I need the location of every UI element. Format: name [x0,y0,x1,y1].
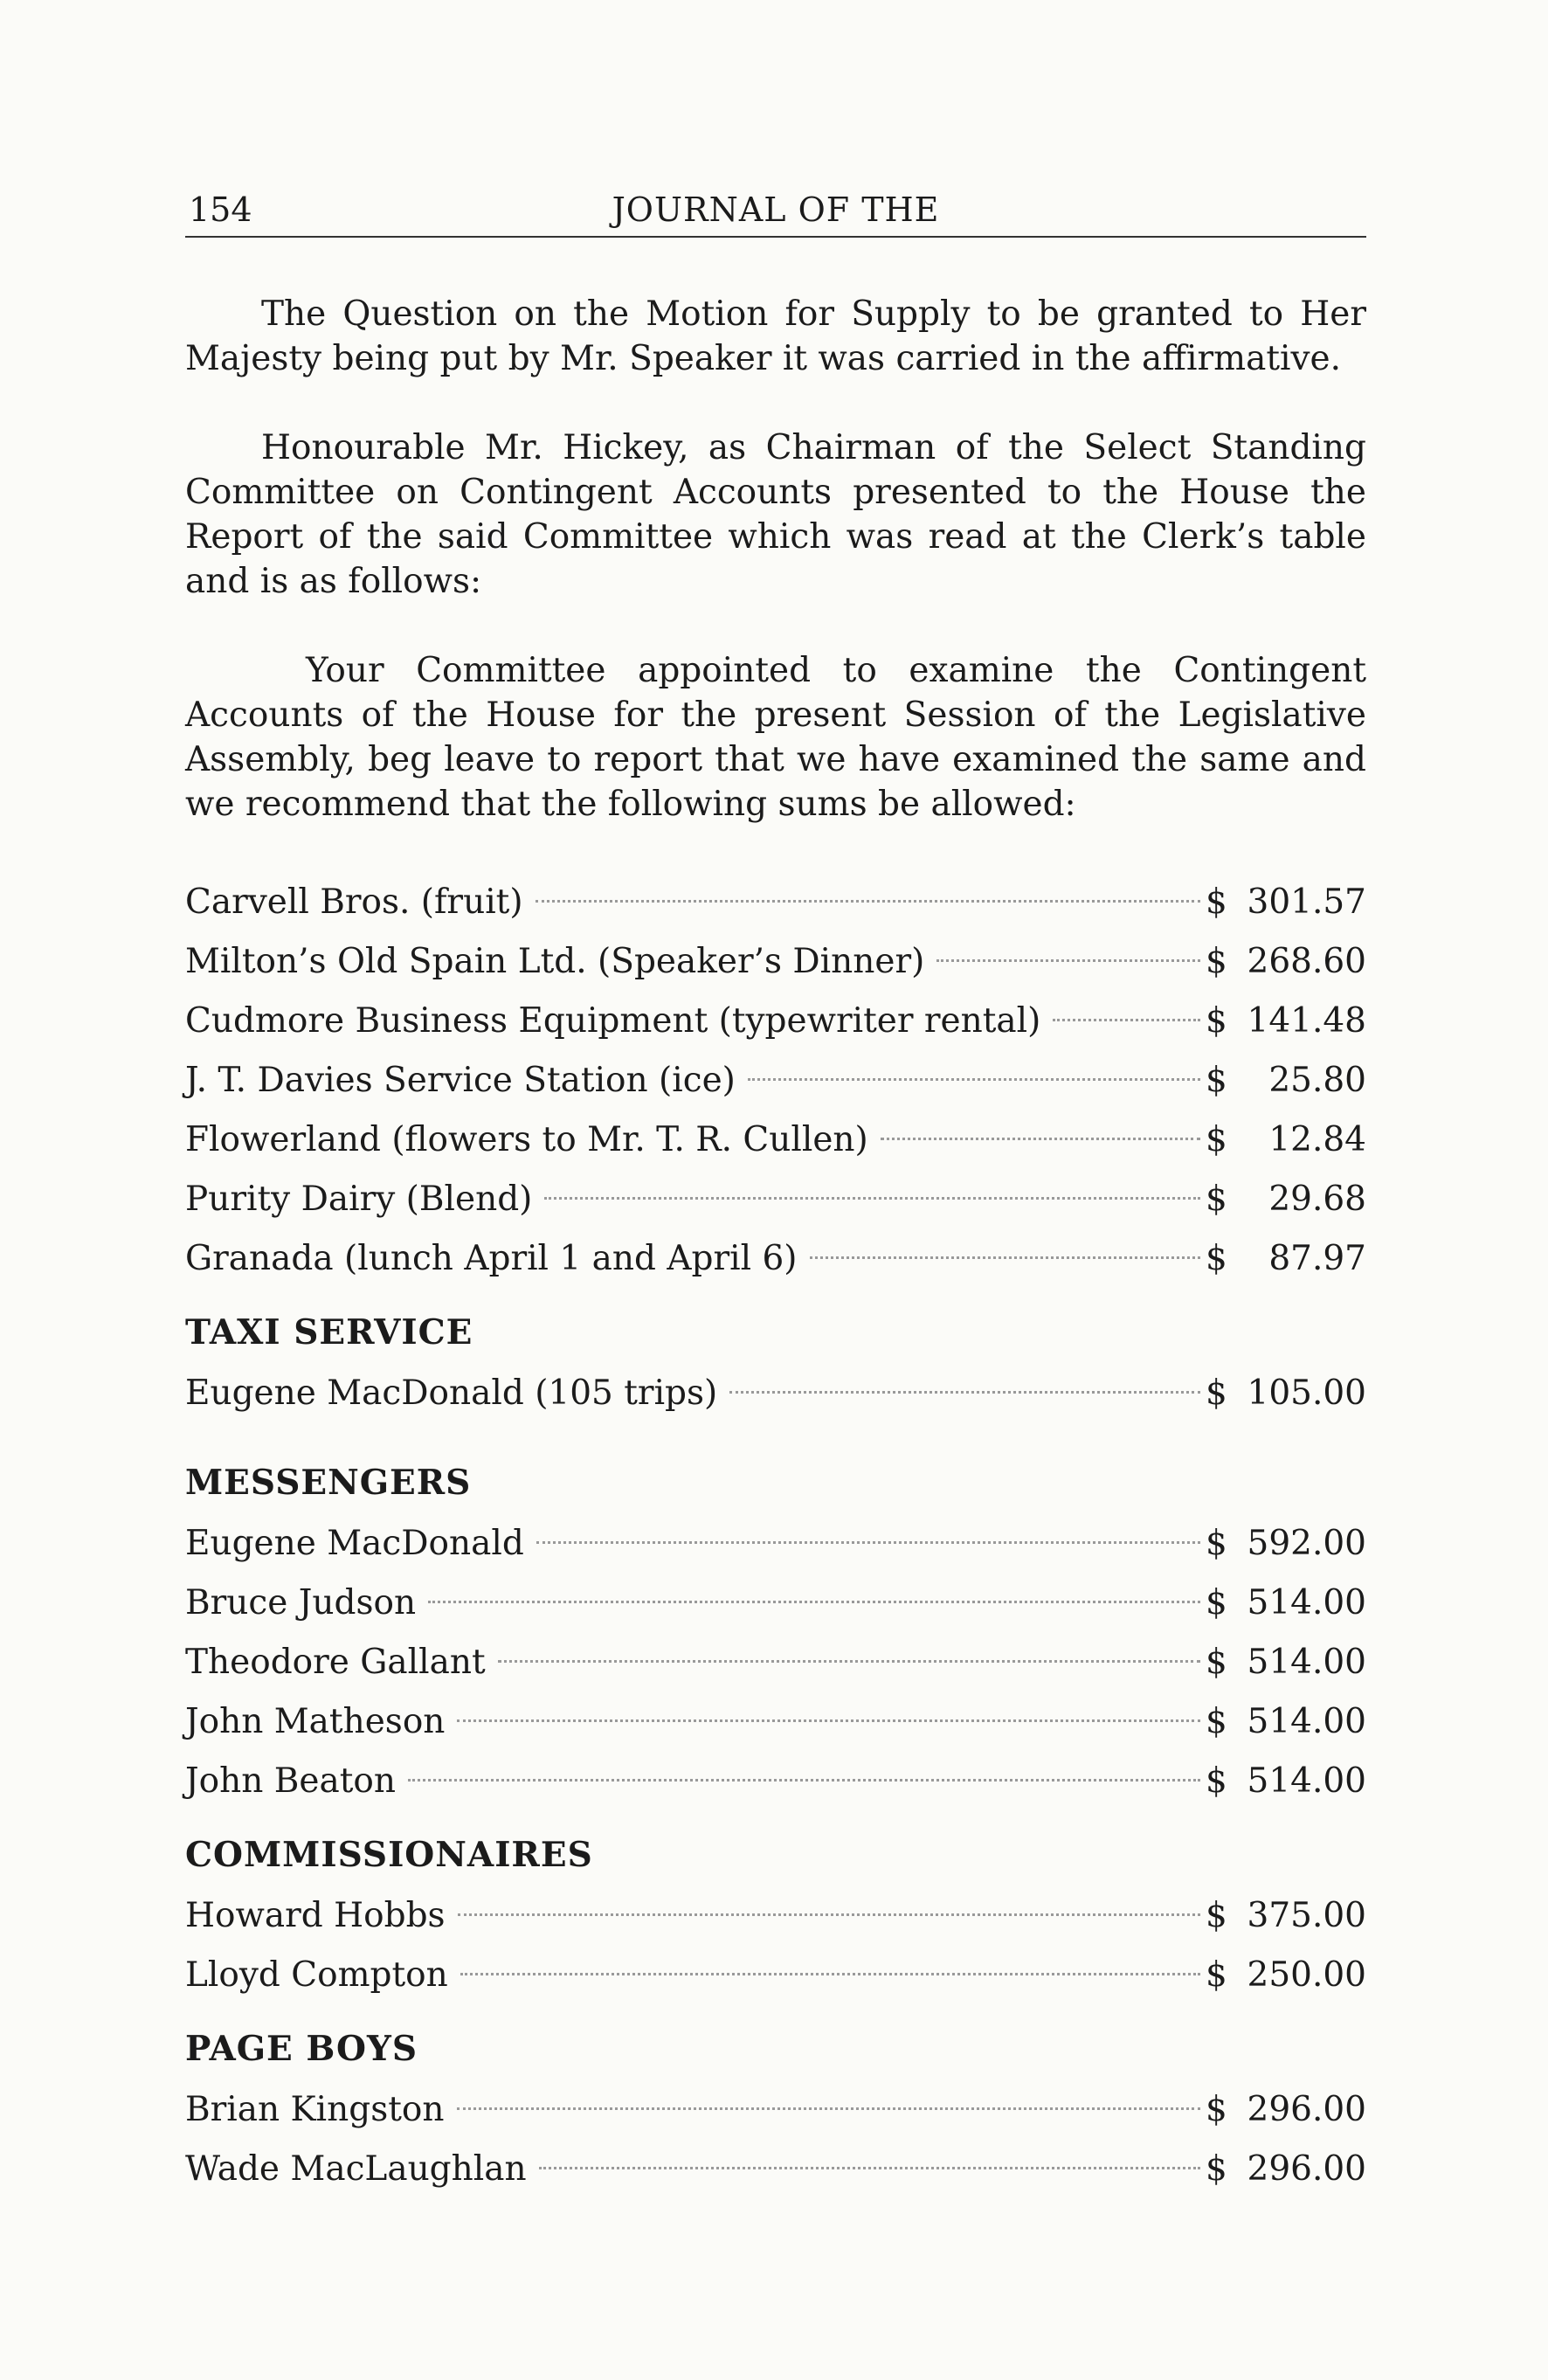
paragraph-supply-motion: The Question on the Motion for Supply to be granted to Her Majesty being put by Mr. Speaker it was carried in the affirmative. [185,294,1366,378]
account-amount: 296.00 [1247,2090,1366,2129]
account-name: Eugene MacDonald [185,1524,524,1563]
dot-leader [539,2167,1200,2169]
account-row [185,992,1366,1051]
account-name: John Beaton [185,1761,397,1801]
currency-symbol: $ [1206,1180,1227,1219]
currency-symbol: $ [1206,2090,1227,2129]
currency-symbol: $ [1206,1001,1227,1041]
currency-symbol: $ [1206,1061,1227,1100]
section-title-taxi-service: TAXI SERVICE [185,1312,473,1353]
account-row [185,1170,1366,1229]
currency-symbol: $ [1206,1702,1227,1741]
currency-symbol: $ [1206,1239,1227,1278]
currency-symbol: $ [1206,1896,1227,1935]
account-row [185,1229,1366,1289]
section-title-page-boys: PAGE BOYS [185,2029,418,2069]
currency-symbol: $ [1206,1524,1227,1563]
dot-leader [408,1779,1200,1782]
account-amount: 592.00 [1247,1524,1366,1563]
currency-symbol: $ [1206,882,1227,922]
account-amount: 25.80 [1268,1061,1366,1100]
account-name: John Matheson [185,1702,446,1741]
account-name: Brian Kingston [185,2090,445,2129]
dot-leader [748,1078,1200,1081]
currency-symbol: $ [1206,942,1227,981]
account-name: Lloyd Compton [185,1955,448,1995]
section-title-commissionaires: COMMISSIONAIRES [185,1835,593,1875]
accounts-list [185,873,1366,2199]
account-amount: 296.00 [1247,2149,1366,2189]
dot-leader [536,900,1200,903]
dot-leader [729,1391,1200,1394]
account-amount: 268.60 [1247,942,1366,981]
account-row [185,1051,1366,1110]
account-row [185,873,1366,932]
running-head: JOURNAL OF THE [612,190,940,229]
account-row [185,1946,1366,2005]
account-amount: 514.00 [1247,1761,1366,1801]
account-row [185,1364,1366,1423]
dot-leader [810,1256,1200,1259]
dot-leader [936,959,1200,962]
currency-symbol: $ [1206,1955,1227,1995]
currency-symbol: $ [1206,1373,1227,1413]
account-name: Wade MacLaughlan [185,2149,527,2189]
account-amount: 375.00 [1247,1896,1366,1935]
currency-symbol: $ [1206,2149,1227,2189]
account-row [185,1886,1366,1946]
account-name: Purity Dairy (Blend) [185,1180,533,1219]
account-row [185,1752,1366,1811]
currency-symbol: $ [1206,1120,1227,1159]
account-amount: 29.68 [1268,1180,1366,1219]
account-row [185,1514,1366,1574]
page-number: 154 [189,190,252,229]
account-name: Carvell Bros. (fruit) [185,882,523,922]
dot-leader [544,1197,1200,1200]
account-name: Flowerland (flowers to Mr. T. R. Cullen) [185,1120,868,1159]
dot-leader [536,1541,1200,1544]
journal-page [185,183,1366,2199]
account-row [185,1692,1366,1752]
account-name: Howard Hobbs [185,1896,446,1935]
dot-leader [881,1138,1200,1140]
account-amount: 87.97 [1268,1239,1366,1278]
dot-leader [457,2107,1200,2110]
account-row [185,1633,1366,1692]
page-header [185,183,1366,238]
account-row [185,1574,1366,1633]
dot-leader [428,1601,1200,1603]
dot-leader [457,1719,1200,1722]
currency-symbol: $ [1206,1643,1227,1682]
account-name: Granada (lunch April 1 and April 6) [185,1239,798,1278]
currency-symbol: $ [1206,1761,1227,1801]
paragraph-report-presented: Honourable Mr. Hickey, as Chairman of the Select Standing Committee on Contingent Accounts presented to the House the Report of the said Committee which was read at the Clerk’s table and is as follows: [185,428,1366,601]
account-amount: 301.57 [1247,882,1366,922]
dot-leader [1053,1019,1200,1021]
account-amount: 514.00 [1247,1643,1366,1682]
account-name: Cudmore Business Equipment (typewriter rental) [185,1001,1041,1041]
account-row [185,2140,1366,2199]
account-amount: 514.00 [1247,1583,1366,1622]
account-row [185,932,1366,992]
account-amount: 105.00 [1247,1373,1366,1413]
section-gap [185,1423,1366,1439]
currency-symbol: $ [1206,1583,1227,1622]
dot-leader [498,1660,1200,1663]
account-row [185,1110,1366,1170]
account-amount: 514.00 [1247,1702,1366,1741]
account-name: Eugene MacDonald (105 trips) [185,1373,718,1413]
account-amount: 12.84 [1268,1120,1366,1159]
account-name: Bruce Judson [185,1583,417,1622]
account-name: Milton’s Old Spain Ltd. (Speaker’s Dinner) [185,942,925,981]
dot-leader [460,1973,1200,1975]
account-name: J. T. Davies Service Station (ice) [185,1061,736,1100]
account-name: Theodore Gallant [185,1643,486,1682]
paragraph-committee-report: Your Committee appointed to examine the Contingent Accounts of the House for the present Session of the Legislative Assembly, beg leave to report that we have examined the same and we recommend that the following sums be allowed: [185,651,1366,824]
dot-leader [458,1913,1200,1916]
account-amount: 141.48 [1247,1001,1366,1041]
account-amount: 250.00 [1247,1955,1366,1995]
section-title-messengers: MESSENGERS [185,1463,472,1503]
account-row [185,2080,1366,2140]
